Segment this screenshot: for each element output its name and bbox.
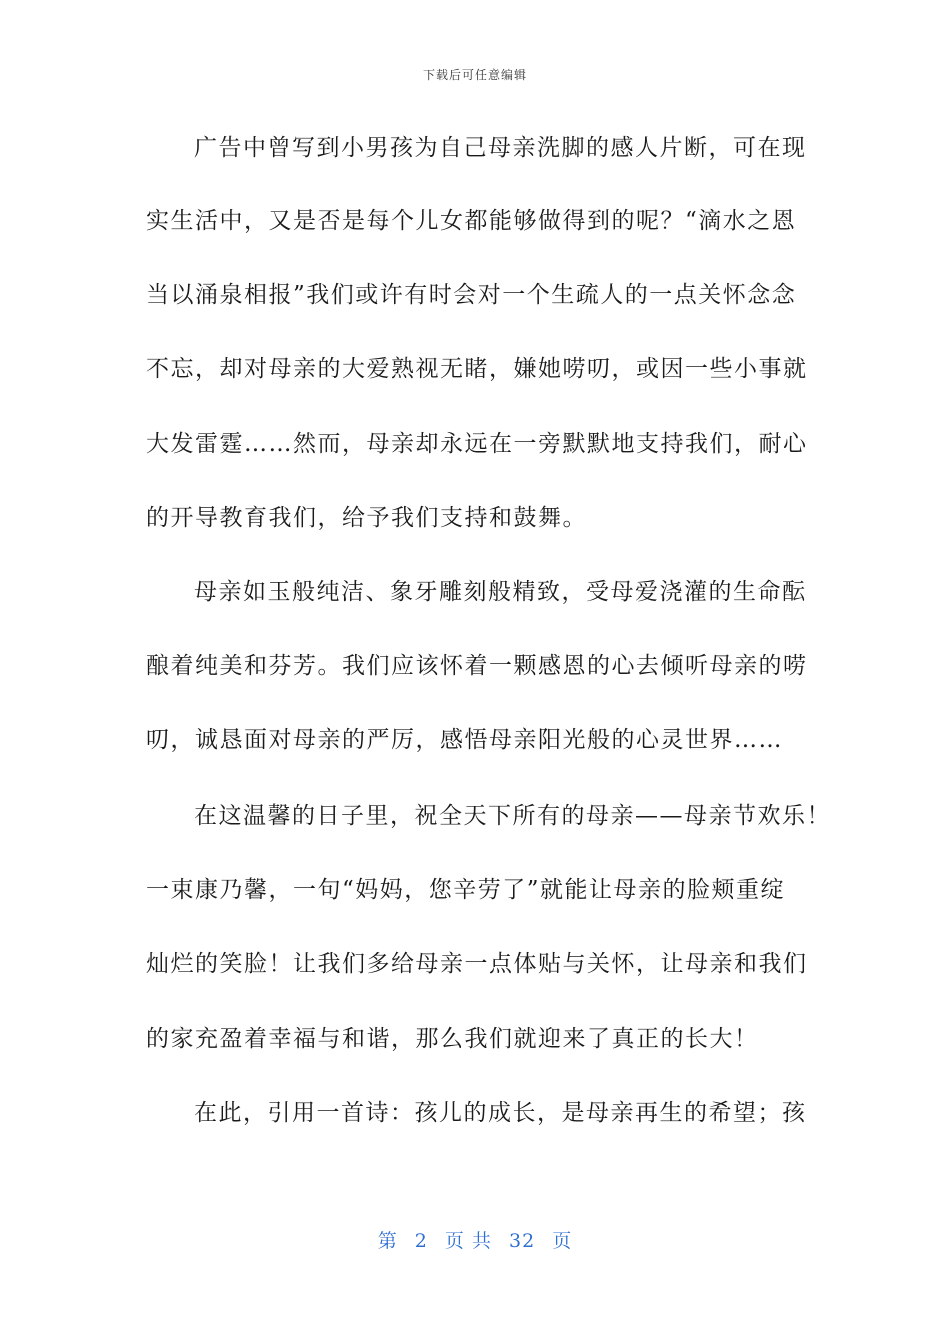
footer-label-page: 第 [377, 1230, 398, 1252]
text-line-5: 大发雷霆……然而，母亲却永远在一旁默默地支持我们，耐心 [146, 431, 808, 457]
text-line-11: 一束康乃馨，一句“妈妈，您辛劳了”就能让母亲的脸颊重绽 [146, 877, 786, 903]
text-line-7: 母亲如玉般纯洁、象牙雕刻般精致，受母爱浇灌的生命酝 [194, 579, 807, 605]
text-line-12: 灿烂的笑脸！让我们多给母亲一点体贴与关怀，让母亲和我们 [146, 951, 808, 977]
text-line-13: 的家充盈着幸福与和谐，那么我们就迎来了真正的长大！ [146, 1026, 759, 1052]
text-line-8: 酿着纯美和芬芳。我们应该怀着一颗感恩的心去倾听母亲的唠 [146, 653, 808, 679]
page-footer [0, 1226, 950, 1253]
text-line-6: 的开导教育我们，给予我们支持和鼓舞。 [146, 505, 587, 531]
footer-total-pages: 32 [509, 1230, 536, 1252]
text-line-10: 在这温馨的日子里，祝全天下所有的母亲——母亲节欢乐！ [194, 803, 831, 829]
text-line-9: 叨，诚恳面对母亲的严厉，感悟母亲阳光般的心灵世界…… [146, 727, 783, 753]
footer-current-page: 2 [414, 1230, 428, 1252]
footer-label-of: 页 共 [444, 1230, 492, 1252]
text-line-2: 实生活中，又是否是每个儿女都能够做得到的呢？“滴水之恩 [146, 208, 797, 234]
footer-label-pages: 页 [552, 1230, 573, 1252]
page-header: 下载后可任意编辑 [422, 68, 527, 82]
text-line-14: 在此，引用一首诗：孩儿的成长，是母亲再生的希望；孩 [194, 1100, 807, 1126]
text-line-3: 当以涌泉相报”我们或许有时会对一个生疏人的一点关怀念念 [146, 282, 797, 308]
text-line-4: 不忘，却对母亲的大爱熟视无睹，嫌她唠叨，或因一些小事就 [146, 356, 808, 382]
text-line-1: 广告中曾写到小男孩为自己母亲洗脚的感人片断，可在现 [194, 135, 807, 161]
